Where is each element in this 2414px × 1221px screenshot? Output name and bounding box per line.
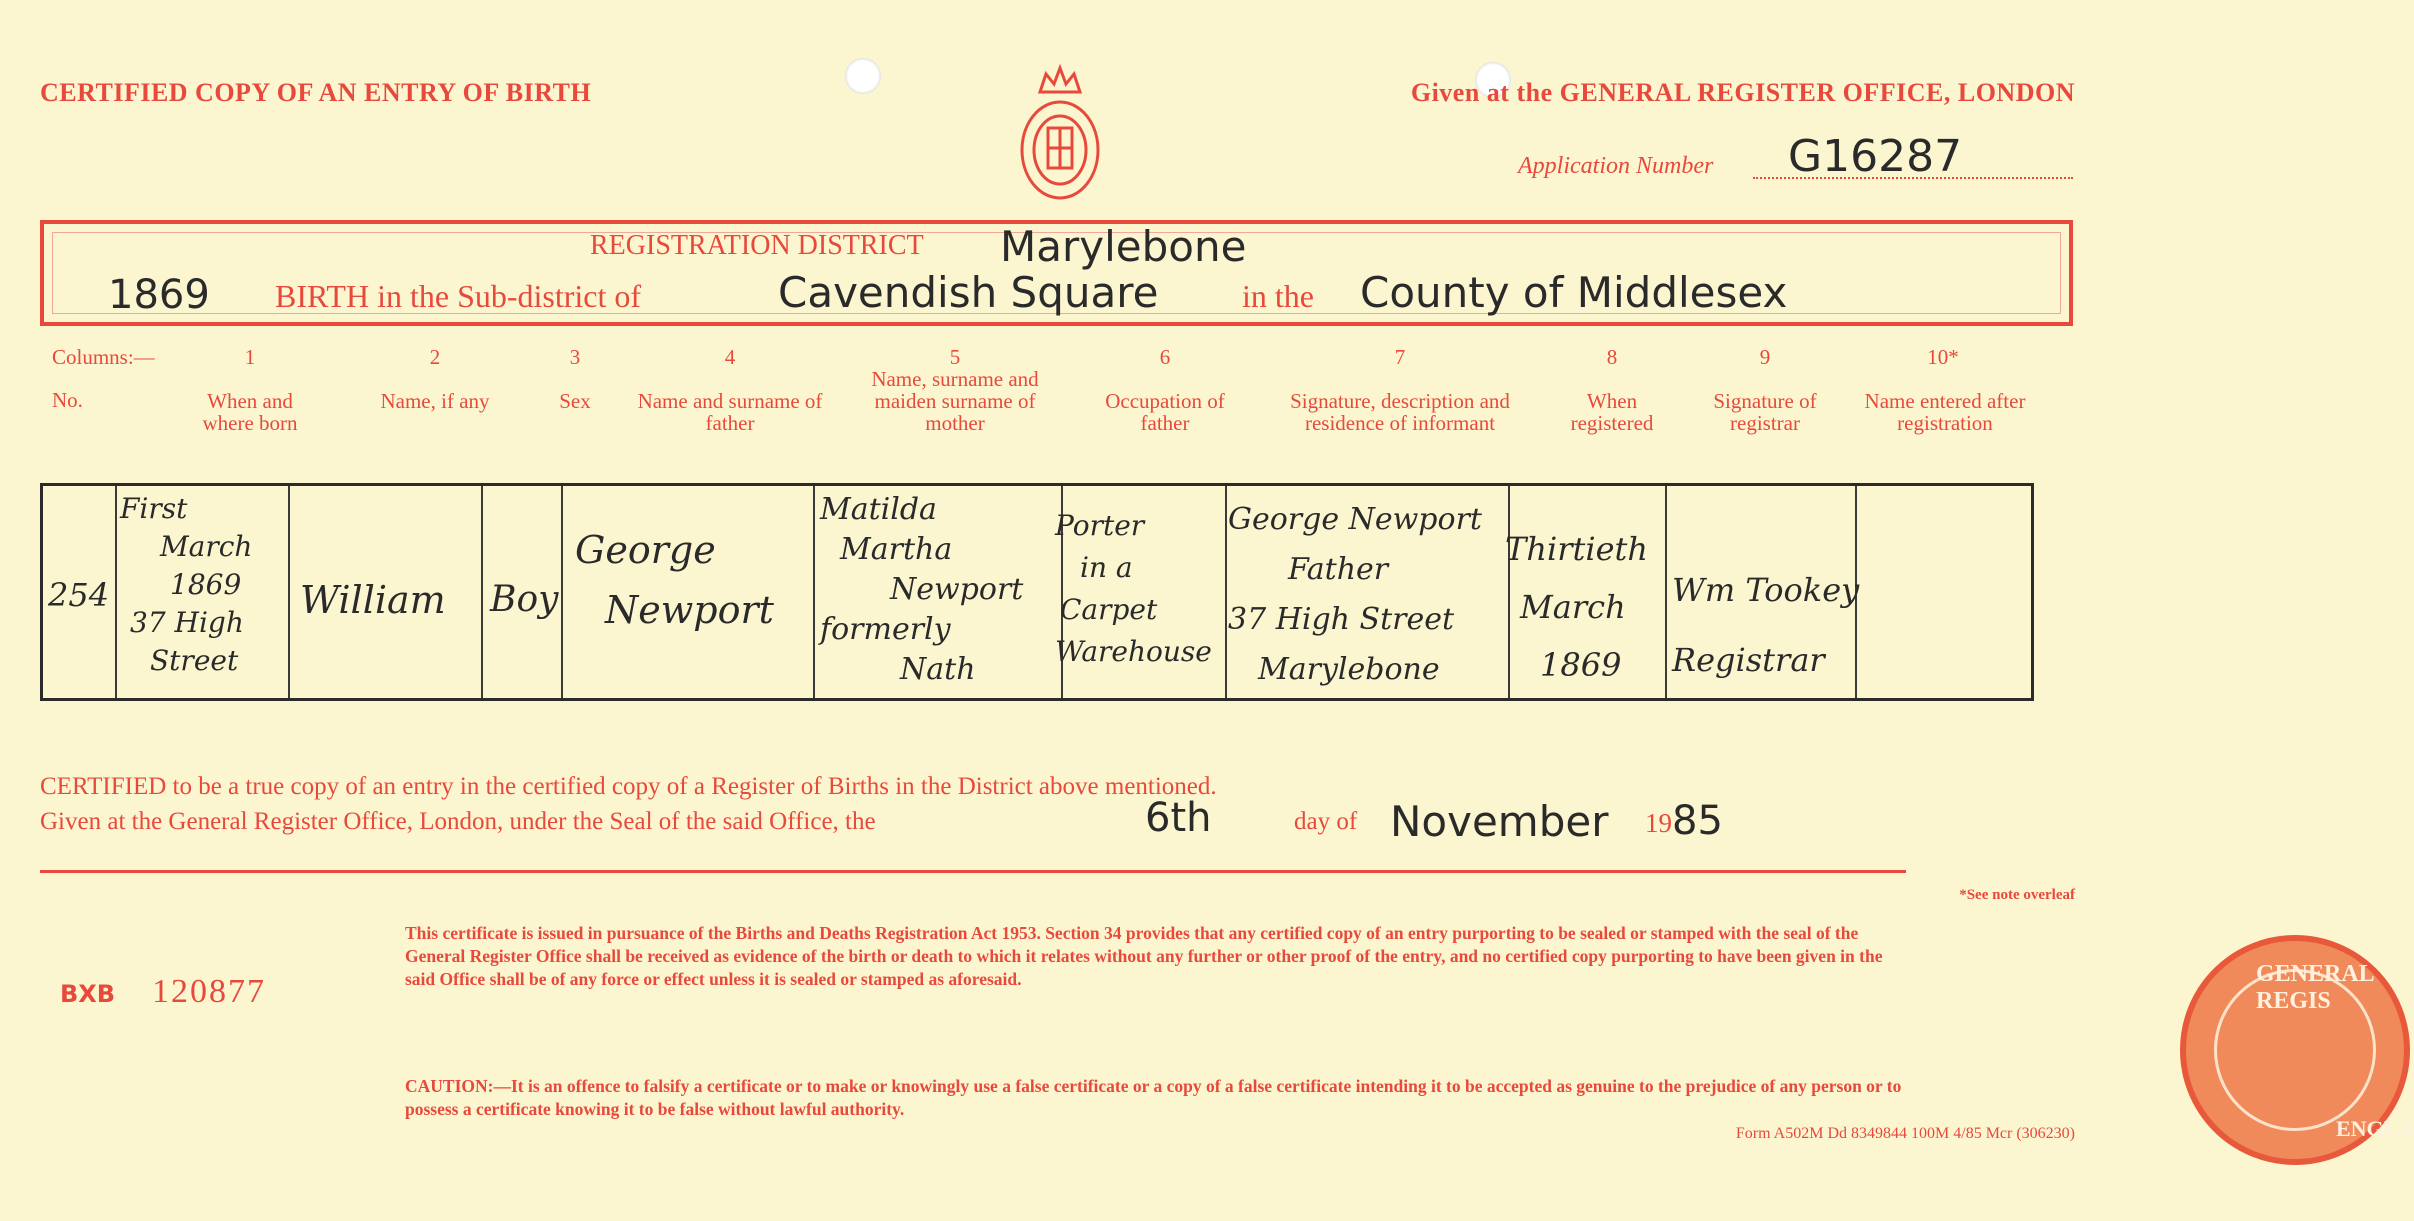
subdistrict-value: Cavendish Square	[778, 268, 1159, 317]
certificate-title: CERTIFIED COPY OF AN ENTRY OF BIRTH	[40, 78, 592, 107]
entry-when-where-born: First March 1869 37 High Street	[120, 492, 253, 677]
column-heading-father: Name and surname of father	[637, 389, 823, 435]
certification-line-2: Given at the General Register Office, London, under the Seal of the said Office, the	[40, 808, 876, 835]
act-text: This certificate is issued in pursuance of the Births and Deaths Registration Act 1953. Section 34 provides that any certified copy of an entry purporting to be sealed or stamped with the seal of the General Register Office shall be received as evidence of the birth or death to which it relates without any further or other proof of the entry, and no certified copy purporting to have been given in the said Office shall be of any force or effect unless it is sealed or stamped as aforesaid.	[405, 923, 1883, 989]
column-heading-name-after: Name entered after registration	[1864, 389, 2026, 435]
no-column-label: No.	[52, 388, 83, 412]
registration-year: 1869	[108, 272, 210, 318]
birth-subdistrict-label: BIRTH in the Sub-district of	[275, 278, 642, 314]
serial-prefix: BXB	[60, 980, 116, 1008]
entry-informant: George Newport Father 37 High Street Marylebone	[1228, 502, 1482, 687]
county-value: County of Middlesex	[1360, 268, 1788, 317]
column-number-4: 4	[724, 345, 736, 369]
royal-crest-icon	[1018, 62, 1102, 202]
entry-name: William	[300, 578, 446, 622]
caution-text: CAUTION:—It is an offence to falsify a certificate or to make or knowingly use a false certificate or a copy of a false certificate intending it to be accepted as genuine to the prejudice of any person or to possess a certificate knowing it to be false without lawful authority.	[405, 1076, 1902, 1119]
column-number-10: 10*	[1927, 345, 1959, 369]
column-number-6: 6	[1159, 345, 1171, 369]
column-heading-name: Name, if any	[380, 389, 490, 413]
column-number-8: 8	[1606, 345, 1618, 369]
column-heading-occupation: Occupation of father	[1105, 389, 1225, 435]
certification-month: November	[1390, 797, 1609, 846]
register-office-title: Given at the GENERAL REGISTER OFFICE, LONDON	[1410, 78, 2075, 107]
column-heading-informant: Signature, description and residence of informant	[1290, 389, 1510, 435]
column-heading-sex: Sex	[559, 389, 591, 413]
column-number-1: 1	[244, 345, 256, 369]
column-number-2: 2	[429, 345, 441, 369]
entry-occupation: Porter in a Carpet Warehouse	[1055, 509, 1212, 668]
form-code: Form A502M Dd 8349844 100M 4/85 Mcr (306230)	[1735, 1125, 2075, 1142]
entry-registrar: Wm Tookey Registrar	[1672, 571, 1860, 679]
application-number-label: Application Number	[1518, 153, 1714, 179]
registration-district-value: Marylebone	[1000, 222, 1247, 271]
certification-line-1: CERTIFIED to be a true copy of an entry in the certified copy of a Register of Births in the District above mentioned.	[40, 773, 1217, 800]
application-number-value: G16287	[1788, 131, 1963, 182]
column-number-9: 9	[1759, 345, 1771, 369]
certification-day-of-label: day of	[1294, 808, 1358, 835]
entry-mother: Matilda Martha Newport formerly Nath	[820, 492, 1024, 687]
county-label: in the	[1242, 278, 1314, 314]
punch-hole-left	[845, 58, 881, 94]
columns-label: Columns:—	[52, 345, 155, 369]
column-number-7: 7	[1394, 345, 1406, 369]
entry-when-registered: Thirtieth March 1869	[1505, 530, 1648, 684]
certification-year-suffix: 85	[1672, 798, 1723, 844]
general-register-seal-icon: GENERAL REGIS ENGLA	[2180, 935, 2410, 1165]
see-note-overleaf: *See note overleaf	[1959, 887, 2075, 903]
column-number-3: 3	[569, 345, 581, 369]
column-heading-mother: Name, surname and maiden surname of mother	[871, 367, 1039, 435]
serial-number: 120877	[152, 973, 266, 1010]
entry-number: 254	[48, 576, 110, 614]
entry-sex: Boy	[490, 579, 559, 620]
column-heading-when-where-born: When and where born	[202, 389, 298, 435]
certification-divider	[40, 870, 1906, 873]
application-number-row	[1518, 131, 2073, 185]
column-number-5: 5	[949, 345, 961, 369]
certification-year-prefix: 19	[1645, 808, 1672, 838]
column-heading-when-registered: When registered	[1570, 389, 1654, 435]
certification-day: 6th	[1145, 795, 1212, 841]
column-heading-registrar: Signature of registrar	[1713, 389, 1817, 435]
registration-district-label: REGISTRATION DISTRICT	[590, 230, 924, 261]
entry-father: George Newport	[575, 528, 774, 632]
